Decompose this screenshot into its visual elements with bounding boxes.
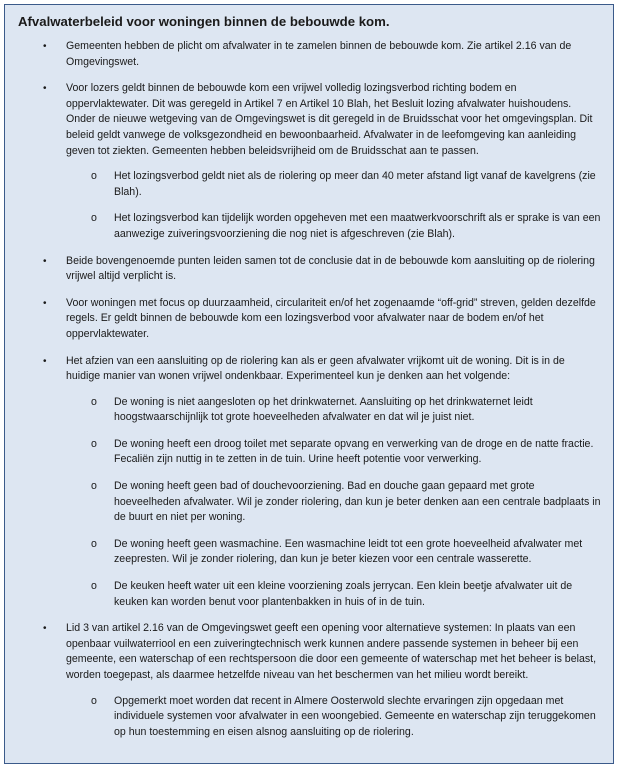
list-item-text: Voor lozers geldt binnen de bebouwde kom een vrijwel volledig lozingsverbod richting bodem en oppervlaktewater. Dit was geregeld in Artikel 7 en Artikel 10 Blah, het Besluit lozing afvalwater huishoudens. Onder de nieuwe wetgeving van de Omgevingswet is dit geregeld in de Bruidsschat voor het omgevingsplan. Dit beleid geldt vanwege de volksgezondheid en bewoonbaarheid. Afvalwater in de leefomgeving kan aanleiding geven tot ziekten. Gemeenten hebben beleidsvrijheid om de Bruidsschat aan te passen.: [66, 82, 593, 157]
sub-list-item: [66, 694, 601, 741]
bullet-dot-icon: •: [43, 297, 47, 309]
list-item: [18, 354, 601, 611]
circle-bullet-icon: o: [91, 437, 97, 450]
sub-list-item: [66, 169, 601, 200]
list-item-text: Voor woningen met focus op duurzaamheid, circulariteit en/of het zogenaamde “off-grid” streven, gelden dezelfde regels. Er geldt binnen de bebouwde kom een lozingsverbod voor afvalwater naar de bodem en/of het oppervlaktewater.: [66, 296, 596, 340]
circle-bullet-icon: o: [91, 537, 97, 550]
circle-bullet-icon: o: [91, 480, 97, 493]
sub-list-item-text: Het lozingsverbod kan tijdelijk worden opgeheven met een maatwerkvoorschrift als er sprake is van een aanwezige zuiveringsvoorziening die nog niet is afgeschreven (zie Blah).: [114, 212, 601, 240]
list-item: [18, 296, 601, 343]
sub-list-item: [66, 211, 601, 242]
bullet-dot-icon: •: [43, 41, 47, 52]
sub-list-item-text: De woning is niet aangesloten op het drinkwaternet. Aansluiting op het drinkwaternet leidt hoogstwaarschijnlijk tot grote hoeveelheden afvalwater en dat wil je juist niet.: [114, 395, 533, 424]
circle-bullet-icon: o: [91, 694, 97, 707]
list-item: [18, 81, 601, 242]
sub-list-item-text: De woning heeft geen wasmachine. Een wasmachine leidt tot een grote hoeveelheid afvalwater met zeepresten. Wil je zonder riolering, dan kun je beter kiezen voor een centrale wasserette.: [114, 537, 583, 566]
sub-list-item-text: De woning heeft een droog toilet met separate opvang en verwerking van de droge en de natte fractie. Fecaliën zijn nuttig in te zetten in de tuin. Urine heeft potentie voor verwerking.: [114, 437, 594, 466]
circle-bullet-icon: o: [91, 580, 97, 593]
circle-bullet-icon: o: [91, 212, 97, 225]
text-box: [4, 4, 614, 764]
bullet-dot-icon: •: [43, 355, 47, 367]
bullet-list: [18, 39, 601, 740]
sub-list-item-text: Opgemerkt moet worden dat recent in Almere Oosterwold slechte ervaringen zijn opgedaan met individuele systemen voor afvalwater in een woongebied. Gemeente en waterschap zijn teruggekomen op hun toestemming en eisen alsnog aansluiting op de riolering.: [114, 694, 596, 738]
sub-list-item-text: Het lozingsverbod geldt niet als de riolering op meer dan 40 meter afstand ligt vanaf de kavelgrens (zie Blah).: [114, 170, 596, 198]
list-item-text: Het afzien van een aansluiting op de riolering kan als er geen afvalwater vrijkomt uit de woning. Dit is in de huidige manier van wonen vrijwel ondenkbaar. Experimenteel kun je denken aan het volgende:: [66, 354, 565, 383]
sub-list-item-text: De keuken heeft water uit een kleine voorziening zoals jerrycan. Een klein beetje afvalwater uit de keuken kan worden benut voor plantenbakken in huis of in de tuin.: [114, 580, 573, 608]
list-item-text: Lid 3 van artikel 2.16 van de Omgevingswet geeft een opening voor alternatieve systemen: In plaats van een openbaar vuilwaterriool en een zuiveringtechnisch werk kunnen andere passende systemen in beheer bij een gemeente, een waterschap of een rechtspersoon die door een gemeente of waterschap met het beheer is belast, worden toegepast, als daarmee hetzelfde niveau van het beschermen van het milieu wordt bereikt.: [66, 622, 597, 681]
sub-list-item: [66, 479, 601, 526]
sub-list-item: [66, 395, 601, 426]
bullet-dot-icon: •: [43, 623, 47, 635]
circle-bullet-icon: o: [91, 395, 97, 408]
bullet-dot-icon: •: [43, 83, 47, 95]
sub-list: [66, 169, 601, 242]
list-item: [18, 621, 601, 740]
sub-list-item: [66, 537, 601, 568]
list-item-text: Beide bovengenoemde punten leiden samen tot de conclusie dat in de bebouwde kom aansluiting op de riolering vrijwel altijd verplicht is.: [66, 254, 595, 283]
circle-bullet-icon: o: [91, 170, 97, 183]
page-title: Afvalwaterbeleid voor woningen binnen de bebouwde kom.: [18, 14, 390, 29]
list-item: [18, 39, 601, 70]
sub-list: [66, 395, 601, 611]
sub-list-item: [66, 437, 601, 468]
sub-list-item: [66, 579, 601, 610]
bullet-dot-icon: •: [43, 255, 47, 267]
sub-list-item-text: De woning heeft geen bad of douchevoorziening. Bad en douche gaan gepaard met grote hoeveelheden afvalwater. Wil je zonder riolering, dan kun je beter denken aan een centrale badplaats in de buurt en niet per woning.: [114, 480, 601, 524]
list-item: [18, 254, 601, 285]
list-item-text: Gemeenten hebben de plicht om afvalwater in te zamelen binnen de bebouwde kom. Zie artikel 2.16 van de Omgevingswet.: [66, 40, 572, 68]
sub-list: [66, 694, 601, 741]
